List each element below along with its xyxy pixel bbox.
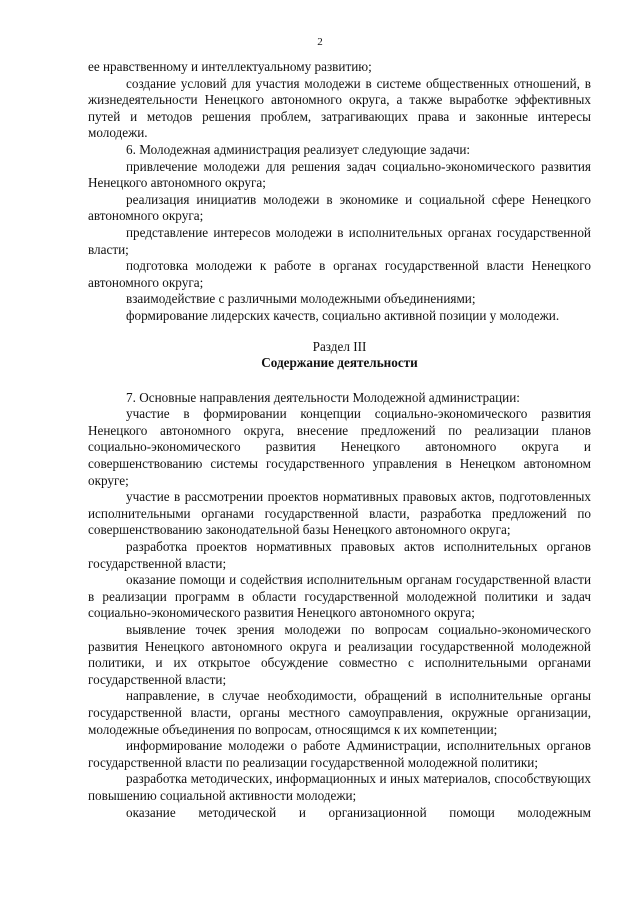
paragraph: реализация инициатив молодежи в экономике и социальной сфере Ненецкого автономного округа; (88, 191, 591, 224)
section-title: Содержание деятельности (261, 355, 418, 371)
paragraph: информирование молодежи о работе Администрации, исполнительных органов государственной власти по реализации государственной молодежной политики; (88, 738, 591, 770)
section-label: Раздел III (312, 338, 367, 354)
paragraph: 6. Молодежная администрация реализует следующие задачи: (126, 141, 471, 157)
paragraph: взаимодействие с различными молодежными объединениями; (126, 291, 476, 307)
paragraph: разработка методических, информационных и иных материалов, способствующих повышению социальной активности молодежи; (88, 771, 591, 803)
paragraph: направление, в случае необходимости, обращений в исполнительные органы государственной власти, органы местного самоуправления, окружные организации, молодежные объединения по вопросам, относящимся к их компетенции; (88, 688, 591, 737)
paragraph: представление интересов молодежи в исполнительных органах государственной власти; (88, 224, 591, 257)
paragraph: подготовка молодежи к работе в органах государственной власти Ненецкого автономного округа; (88, 258, 591, 290)
paragraph: оказание методической и организационной помощи молодежным (126, 804, 591, 820)
paragraph: участие в рассмотрении проектов нормативных правовых актов, подготовленных исполнительными органами государственной власти, разработка предложений по совершенствованию законодательной базы Ненецкого автономного округа; (88, 489, 591, 538)
paragraph: выявление точек зрения молодежи по вопросам социально-экономического развития Ненецкого автономного округа и реализации государственной молодежной политики, и их открытое обсуждение совместно с исполнительными органами государственной власти; (88, 622, 591, 687)
paragraph: оказание помощи и содействия исполнительным органам государственной власти в реализации программ в области государственной молодежной политики и задач социально-экономического развития Ненецкого автономного округа; (88, 572, 591, 621)
paragraph: участие в формировании концепции социально-экономического развития Ненецкого автономного округа, внесение предложений по реализации планов социально-экономического развития Ненецкого автономного округа и совершенствованию системы государственного управления в Ненецком автономном округе; (88, 406, 591, 488)
page-number: 2 (317, 36, 323, 48)
paragraph: привлечение молодежи для решения задач социально-экономического развития Ненецкого автономного округа; (88, 158, 591, 191)
paragraph: 7. Основные направления деятельности Молодежной администрации: (126, 389, 520, 405)
paragraph: разработка проектов нормативных правовых актов исполнительных органов государственной власти; (88, 539, 591, 571)
paragraph: формирование лидерских качеств, социально активной позиции у молодежи. (126, 307, 560, 323)
paragraph: создание условий для участия молодежи в системе общественных отношений, в жизнедеятельности Ненецкого автономного округа, а также выработке эффективных путей и методов решения проблем, затрагивающих права и законные интересы молодежи. (88, 75, 591, 141)
document-body (88, 59, 591, 821)
spacer (88, 372, 591, 390)
paragraph: ее нравственному и интеллектуальному развитию; (88, 59, 372, 74)
